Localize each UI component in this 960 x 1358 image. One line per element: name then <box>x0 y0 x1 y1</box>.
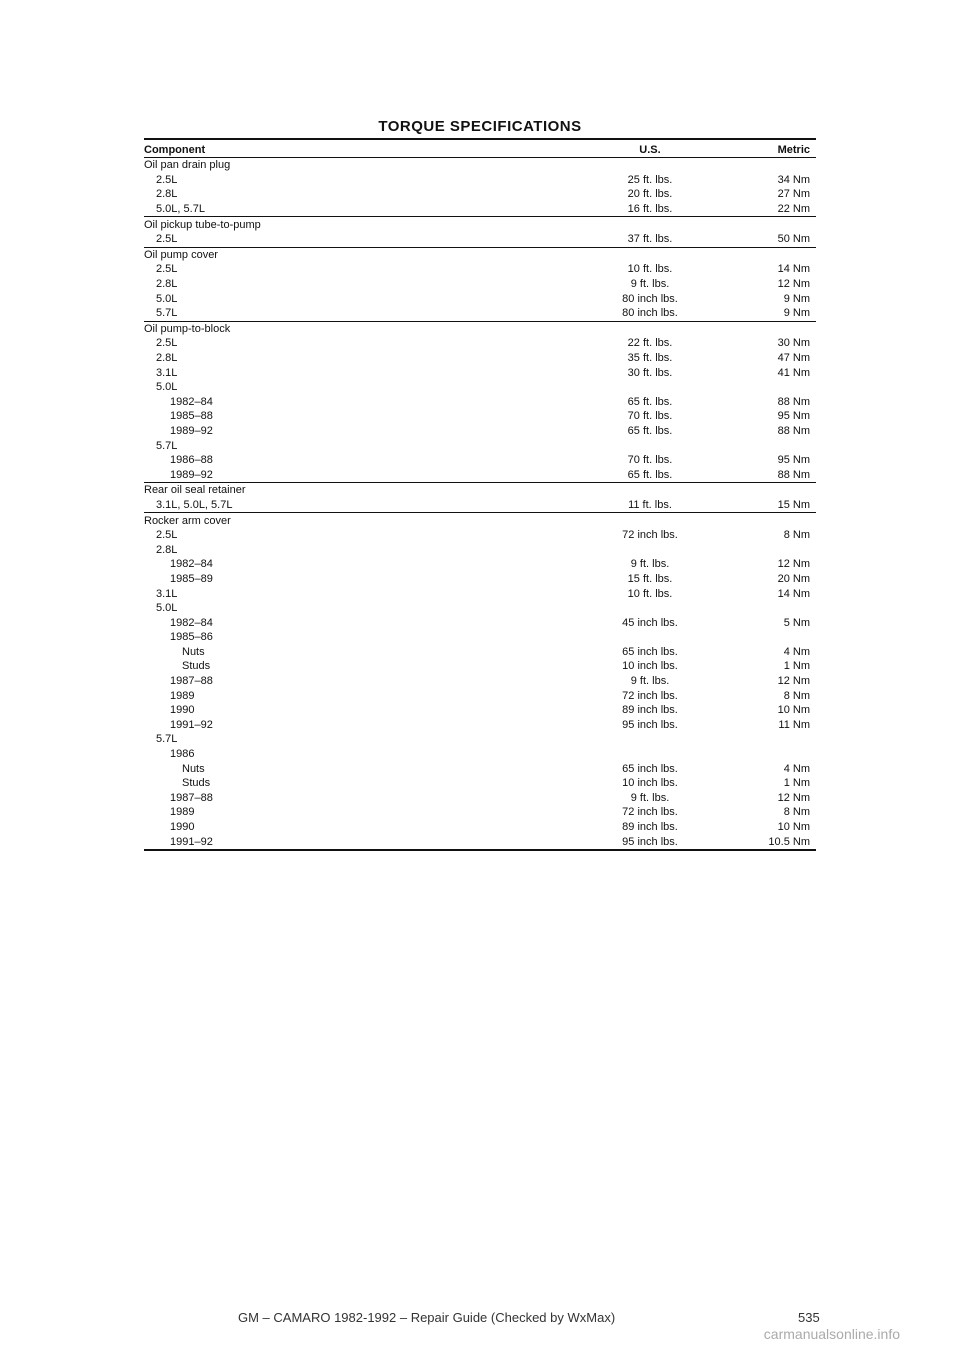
row-us-value: 89 inch lbs. <box>622 704 678 717</box>
row-component: 5.7L <box>156 733 178 746</box>
row-metric-value: 4 Nm <box>783 762 810 775</box>
row-component: Oil pump cover <box>144 248 218 261</box>
table-row <box>144 158 816 173</box>
row-component: 1986 <box>170 748 195 761</box>
table-row <box>144 586 816 601</box>
row-metric-value: 20 Nm <box>777 572 810 585</box>
table-row <box>144 322 816 337</box>
table-row <box>144 513 816 528</box>
table-row <box>144 365 816 380</box>
row-component: 5.7L <box>156 307 178 320</box>
row-component: 5.7L <box>156 439 178 452</box>
row-component: Studs <box>182 660 211 673</box>
table-row <box>144 805 816 820</box>
row-component: 5.0L <box>156 381 178 394</box>
table-row <box>144 351 816 366</box>
row-us-value: 72 inch lbs. <box>622 689 678 702</box>
row-component: 2.5L <box>156 173 178 186</box>
table-row <box>144 336 816 351</box>
table-row <box>144 187 816 202</box>
table-row <box>144 557 816 572</box>
row-us-value: 9 ft. lbs. <box>630 278 670 291</box>
row-metric-value: 11 Nm <box>778 718 810 731</box>
table-row <box>144 395 816 410</box>
row-metric-value: 15 Nm <box>777 498 810 511</box>
table-row <box>144 409 816 424</box>
row-metric-value: 9 Nm <box>783 292 810 305</box>
row-us-value: 25 ft. lbs. <box>627 173 673 186</box>
row-component: 1985–89 <box>170 572 213 585</box>
table-row <box>144 761 816 776</box>
table-row <box>144 834 816 851</box>
table-row <box>144 262 816 277</box>
row-metric-value: 12 Nm <box>777 278 810 291</box>
row-component: Rear oil seal retainer <box>144 484 246 497</box>
row-us-value: 37 ft. lbs. <box>627 233 673 246</box>
row-metric-value: 34 Nm <box>777 173 810 186</box>
table-row <box>144 277 816 292</box>
row-us-value: 9 ft. lbs. <box>630 558 670 571</box>
row-component: Oil pan drain plug <box>144 159 231 172</box>
row-component: 3.1L <box>156 366 178 379</box>
row-us-value: 70 ft. lbs. <box>627 454 673 467</box>
row-metric-value: 10.5 Nm <box>768 835 810 848</box>
row-us-value: 89 inch lbs. <box>622 821 678 834</box>
row-component: 2.5L <box>156 529 178 542</box>
row-us-value: 16 ft. lbs. <box>627 203 673 216</box>
row-component: 1989–92 <box>170 468 213 481</box>
row-metric-value: 1 Nm <box>783 660 810 673</box>
torque-table <box>144 138 816 851</box>
table-row <box>144 424 816 439</box>
row-us-value: 30 ft. lbs. <box>627 366 673 379</box>
row-metric-value: 12 Nm <box>777 675 810 688</box>
table-body <box>144 158 816 851</box>
row-component: Oil pump-to-block <box>144 322 231 335</box>
row-metric-value: 95 Nm <box>777 454 810 467</box>
row-metric-value: 1 Nm <box>783 777 810 790</box>
row-component: Oil pickup tube-to-pump <box>144 218 261 231</box>
row-metric-value: 8 Nm <box>783 806 810 819</box>
row-component: Rocker arm cover <box>144 514 231 527</box>
row-us-value: 9 ft. lbs. <box>630 675 670 688</box>
table-row <box>144 572 816 587</box>
table-row <box>144 498 816 514</box>
row-component: Nuts <box>182 762 205 775</box>
row-us-value: 80 inch lbs. <box>622 307 678 320</box>
table-row <box>144 688 816 703</box>
row-component: 2.8L <box>156 352 178 365</box>
row-us-value: 72 inch lbs. <box>622 529 678 542</box>
table-row <box>144 232 816 248</box>
table-row <box>144 791 816 806</box>
row-metric-value: 47 Nm <box>777 352 810 365</box>
row-component: 1991–92 <box>170 718 213 731</box>
row-us-value: 65 ft. lbs. <box>627 424 673 437</box>
row-metric-value: 12 Nm <box>777 558 810 571</box>
row-us-value: 65 ft. lbs. <box>627 468 673 481</box>
footer-text: GM – CAMARO 1982-1992 – Repair Guide (Checked by WxMax) <box>238 1310 616 1325</box>
table-row <box>144 747 816 762</box>
row-metric-value: 88 Nm <box>777 395 810 408</box>
table-row <box>144 542 816 557</box>
row-metric-value: 8 Nm <box>783 529 810 542</box>
row-metric-value: 14 Nm <box>777 587 810 600</box>
row-metric-value: 9 Nm <box>783 307 810 320</box>
row-metric-value: 30 Nm <box>777 337 810 350</box>
table-row <box>144 173 816 188</box>
table-row <box>144 380 816 395</box>
row-component: 2.5L <box>156 263 178 276</box>
row-component: Nuts <box>182 645 205 658</box>
row-us-value: 70 ft. lbs. <box>627 410 673 423</box>
table-row <box>144 601 816 616</box>
row-component: 1987–88 <box>170 791 213 804</box>
row-component: 1986–88 <box>170 454 213 467</box>
table-row <box>144 615 816 630</box>
watermark: carmanualsonline.info <box>763 1326 900 1342</box>
table-row <box>144 718 816 733</box>
row-metric-value: 8 Nm <box>783 689 810 702</box>
row-us-value: 10 ft. lbs. <box>627 587 673 600</box>
table-header <box>144 138 816 158</box>
row-component: 1990 <box>170 704 195 717</box>
row-metric-value: 27 Nm <box>777 188 810 201</box>
row-us-value: 65 inch lbs. <box>622 645 678 658</box>
row-component: 5.0L <box>156 292 178 305</box>
row-metric-value: 4 Nm <box>783 645 810 658</box>
row-component: 5.0L, 5.7L <box>156 203 205 216</box>
row-metric-value: 12 Nm <box>777 791 810 804</box>
row-metric-value: 95 Nm <box>777 410 810 423</box>
row-us-value: 45 inch lbs. <box>622 616 678 629</box>
row-us-value: 80 inch lbs. <box>622 292 678 305</box>
row-component: 2.5L <box>156 233 178 246</box>
row-us-value: 10 inch lbs. <box>622 660 678 673</box>
row-component: 2.8L <box>156 278 178 291</box>
row-metric-value: 10 Nm <box>777 704 810 717</box>
row-metric-value: 88 Nm <box>777 424 810 437</box>
row-us-value: 65 inch lbs. <box>622 762 678 775</box>
row-us-value: 10 inch lbs. <box>622 777 678 790</box>
page-title: TORQUE SPECIFICATIONS <box>378 118 582 135</box>
row-component: 1990 <box>170 821 195 834</box>
table-row <box>144 820 816 835</box>
table-row <box>144 528 816 543</box>
table-row <box>144 306 816 322</box>
row-metric-value: 41 Nm <box>777 366 810 379</box>
row-component: 1982–84 <box>170 395 213 408</box>
table-row <box>144 659 816 674</box>
row-us-value: 72 inch lbs. <box>622 806 678 819</box>
table-row <box>144 630 816 645</box>
row-component: 1985–86 <box>170 631 213 644</box>
table-row <box>144 776 816 791</box>
row-metric-value: 88 Nm <box>777 468 810 481</box>
row-metric-value: 14 Nm <box>777 263 810 276</box>
row-metric-value: 10 Nm <box>777 821 810 834</box>
row-us-value: 10 ft. lbs. <box>627 263 673 276</box>
row-us-value: 95 inch lbs. <box>622 835 678 848</box>
header-component: Component <box>144 144 206 156</box>
table-row <box>144 438 816 453</box>
row-component: 1989 <box>170 806 195 819</box>
table-row <box>144 248 816 263</box>
row-component: 5.0L <box>156 602 178 615</box>
row-component: Studs <box>182 777 211 790</box>
table-row <box>144 453 816 468</box>
table-row <box>144 217 816 232</box>
table-row <box>144 674 816 689</box>
table-row <box>144 645 816 660</box>
row-component: 2.5L <box>156 337 178 350</box>
header-us: U.S. <box>639 144 661 156</box>
row-component: 2.8L <box>156 188 178 201</box>
row-us-value: 22 ft. lbs. <box>627 337 673 350</box>
row-us-value: 15 ft. lbs. <box>627 572 673 585</box>
row-component: 3.1L, 5.0L, 5.7L <box>156 498 233 511</box>
row-metric-value: 5 Nm <box>783 616 810 629</box>
table-row <box>144 703 816 718</box>
row-us-value: 65 ft. lbs. <box>627 395 673 408</box>
row-component: 1991–92 <box>170 835 213 848</box>
table-row <box>144 483 816 498</box>
row-us-value: 95 inch lbs. <box>622 718 678 731</box>
row-component: 1985–88 <box>170 410 213 423</box>
row-component: 1987–88 <box>170 675 213 688</box>
row-component: 2.8L <box>156 543 178 556</box>
header-metric: Metric <box>777 144 810 156</box>
table-row <box>144 732 816 747</box>
row-component: 1982–84 <box>170 616 213 629</box>
page-number: 535 <box>798 1310 820 1325</box>
row-metric-value: 50 Nm <box>777 233 810 246</box>
row-us-value: 35 ft. lbs. <box>627 352 673 365</box>
table-row <box>144 291 816 306</box>
row-component: 3.1L <box>156 587 178 600</box>
row-component: 1982–84 <box>170 558 213 571</box>
table-row <box>144 467 816 483</box>
row-component: 1989 <box>170 689 195 702</box>
row-us-value: 11 ft. lbs. <box>628 498 672 511</box>
row-us-value: 20 ft. lbs. <box>627 188 673 201</box>
row-us-value: 9 ft. lbs. <box>630 791 670 804</box>
row-component: 1989–92 <box>170 424 213 437</box>
table-row <box>144 202 816 218</box>
row-metric-value: 22 Nm <box>777 203 810 216</box>
